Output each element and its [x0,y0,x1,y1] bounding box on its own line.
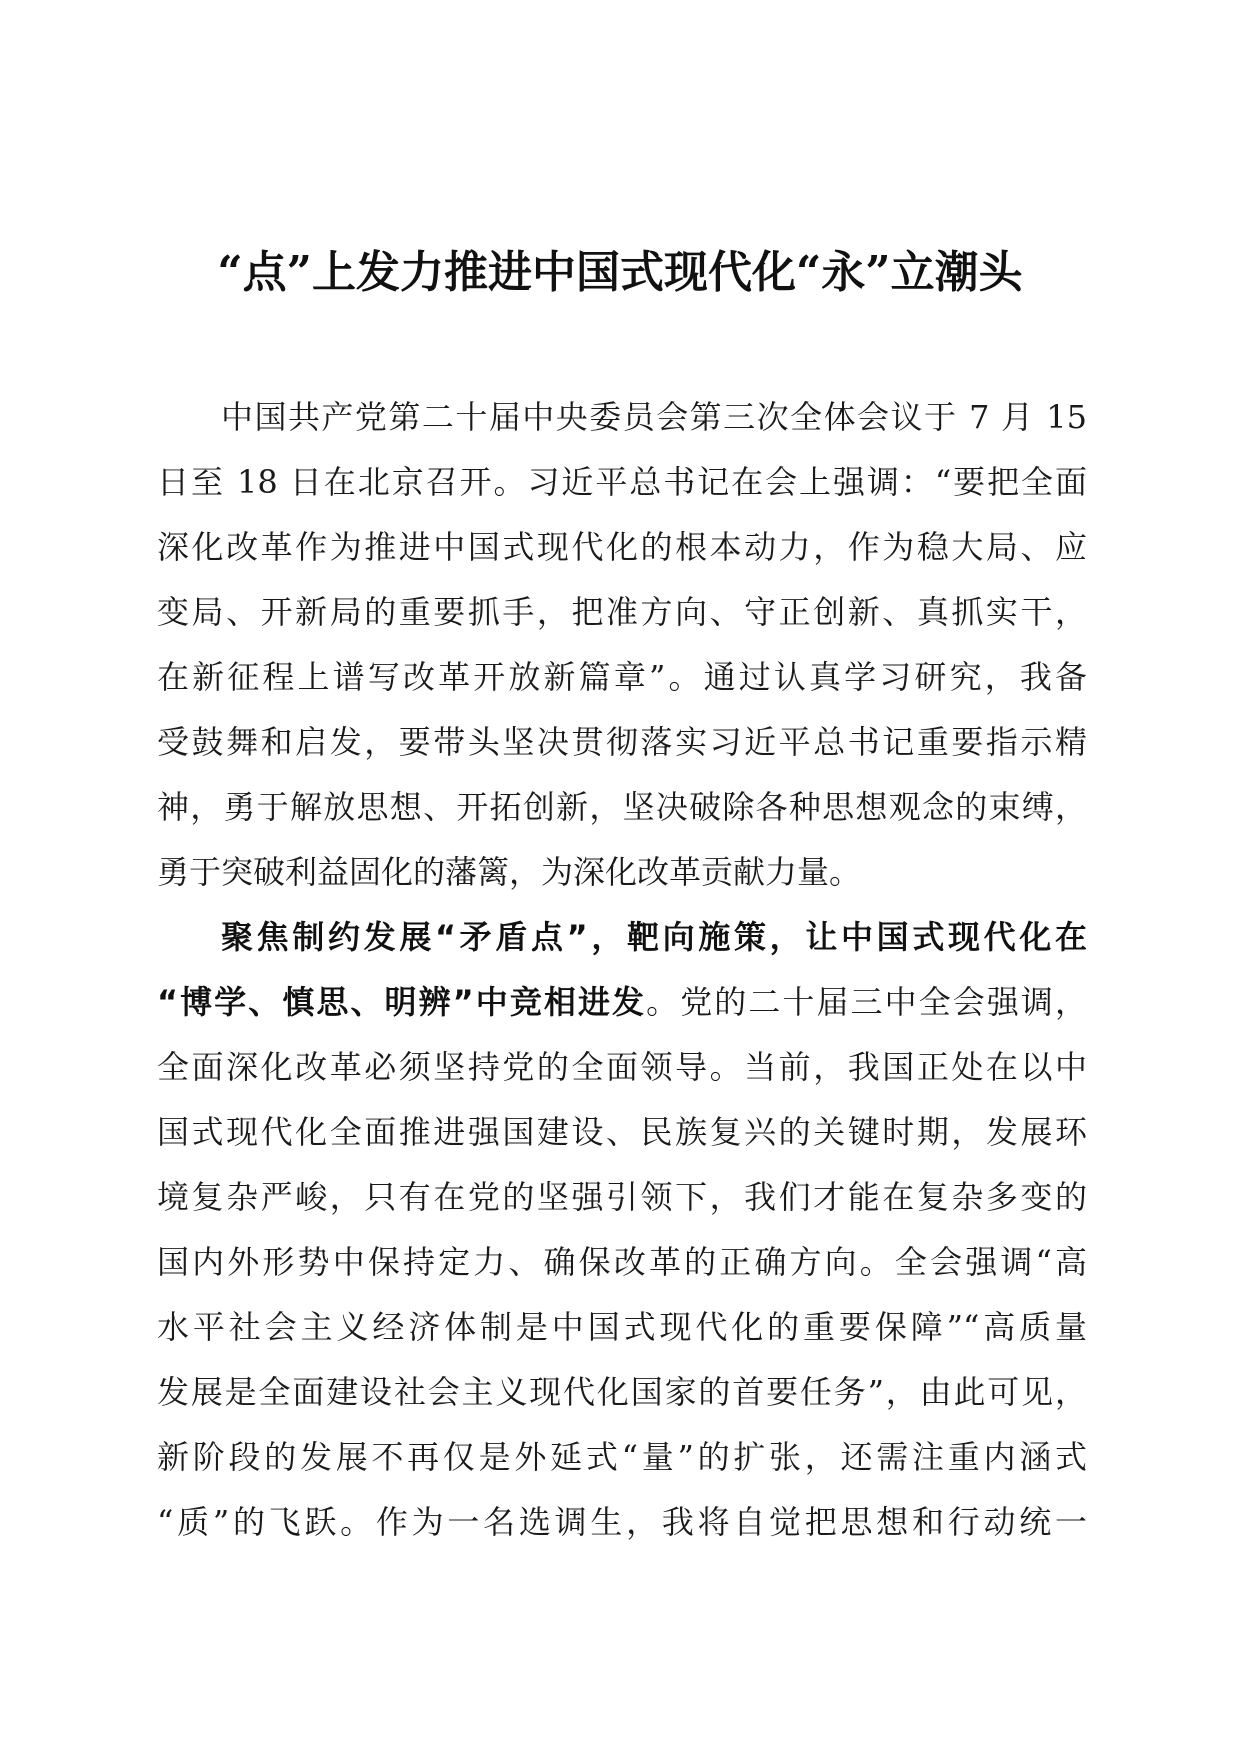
paragraph-2-line: “质”的飞跃。作为一名选调生，我将自觉把思想和行动统一 [157,1503,1087,1541]
paragraph-2 [157,905,1087,1555]
paragraph-1-line: 神，勇于解放思想、开拓创新，坚决破除各种思想观念的束缚， [157,788,1087,826]
paragraph-2-line [157,970,1087,1035]
document-title: “点”上发力推进中国式现代化“永”立潮头 [217,247,1023,298]
paragraph-2-line: 新阶段的发展不再仅是外延式“量”的扩张，还需注重内涵式 [157,1438,1087,1476]
paragraph-1-line: 变局、开新局的重要抓手，把准方向、守正创新、真抓实干， [157,593,1087,631]
paragraph-1-line: 日至 18 日在北京召开。习近平总书记在会上强调：“要把全面 [157,463,1087,501]
paragraph-1-line: 深化改革作为推进中国式现代化的根本动力，作为稳大局、应 [157,528,1087,566]
paragraph-1-line: 中国共产党第二十届中央委员会第三次全体会议于 7 月 15 [221,398,1087,436]
paragraph-2-line: 国式现代化全面推进强国建设、民族复兴的关键时期，发展环 [157,1113,1087,1151]
paragraph-2-line: 境复杂严峻，只有在党的坚强引领下，我们才能在复杂多变的 [157,1178,1087,1216]
document-body [157,385,1087,1555]
paragraph-1-line: 在新征程上谱写改革开放新篇章”。通过认真学习研究，我备 [157,658,1087,696]
paragraph-1 [157,385,1087,905]
paragraph-2-line: 国内外形势中保持定力、确保改革的正确方向。全会强调“高 [157,1243,1087,1281]
paragraph-2-line: 水平社会主义经济体制是中国式现代化的重要保障”“高质量 [157,1308,1087,1346]
paragraph-2-text: 。党的二十届三中全会强调， [646,983,1087,1021]
section-heading-emphasis: “博学、慎思、明辨”中竞相进发 [157,983,647,1021]
paragraph-2-line: 发展是全面建设社会主义现代化国家的首要任务”，由此可见， [157,1373,1087,1411]
section-heading-line: 聚焦制约发展“矛盾点”，靶向施策，让中国式现代化在 [221,918,1087,956]
paragraph-1-line: 勇于突破利益固化的藩篱，为深化改革贡献力量。 [157,853,862,891]
paragraph-1-line: 受鼓舞和启发，要带头坚决贯彻落实习近平总书记重要指示精 [157,723,1087,761]
paragraph-2-line: 全面深化改革必须坚持党的全面领导。当前，我国正处在以中 [157,1048,1087,1086]
